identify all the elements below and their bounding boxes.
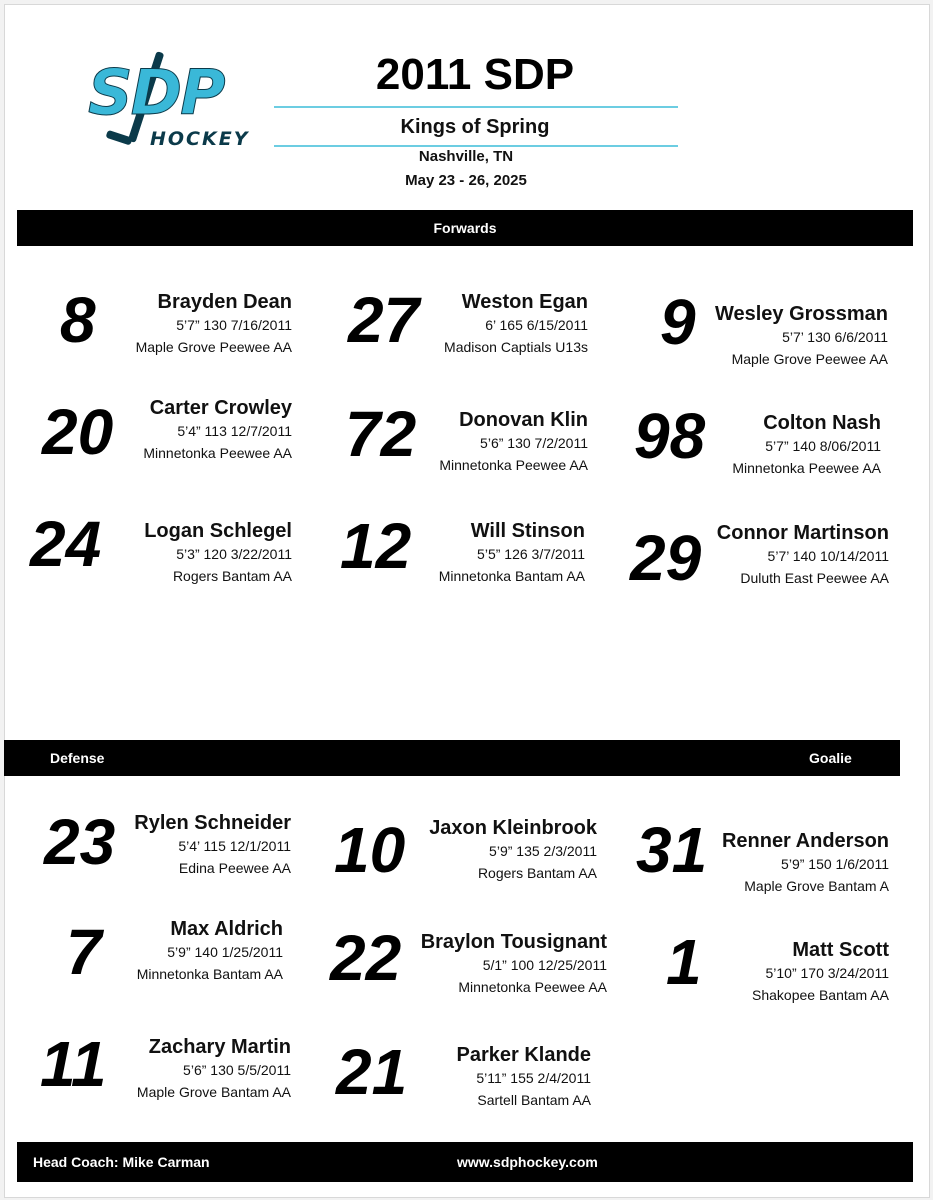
player-team: Minnetonka Peewee AA <box>143 445 292 461</box>
player-team: Rogers Bantam AA <box>477 865 597 881</box>
player-card <box>144 519 292 587</box>
player-number: 7 <box>66 916 102 988</box>
player-team: Duluth East Peewee AA <box>740 570 889 586</box>
player-number: 72 <box>345 398 417 470</box>
defense-label: Defense <box>50 750 105 766</box>
event-location: Nashville, TN <box>418 148 514 165</box>
player-name: Wesley Grossman <box>714 303 888 325</box>
player-card <box>429 816 597 884</box>
event-name: Kings of Spring <box>400 116 550 138</box>
player-team: Rogers Bantam AA <box>172 568 292 584</box>
player-card <box>439 519 585 587</box>
player-details: 6’ 165 6/15/2011 <box>485 317 588 333</box>
player-details: 5’7” 140 8/06/2011 <box>765 438 881 454</box>
player-number: 20 <box>42 396 114 468</box>
player-team: Shakopee Bantam AA <box>752 987 889 1003</box>
player-card <box>715 302 888 370</box>
player-details: 5’7’ 140 10/14/2011 <box>767 548 889 564</box>
player-details: 5’10” 170 3/24/2011 <box>765 965 889 981</box>
player-team: Maple Grove Bantam AA <box>136 1084 291 1100</box>
player-team: Sartell Bantam AA <box>477 1092 591 1108</box>
player-name: Max Aldrich <box>170 918 283 940</box>
player-number: 12 <box>340 510 412 582</box>
player-team: Minnetonka Peewee AA <box>439 457 588 473</box>
page-title: 2011 SDP <box>375 50 575 99</box>
player-details: 5’4” 113 12/7/2011 <box>177 423 292 439</box>
event-dates: May 23 - 26, 2025 <box>405 172 527 189</box>
player-number: 31 <box>636 814 708 886</box>
player-name: Donovan Klin <box>459 409 588 431</box>
logo-hockey-text: HOCKEY <box>150 128 250 150</box>
player-number: 11 <box>40 1028 107 1100</box>
footer-bar <box>17 1142 913 1182</box>
player-team: Madison Captials U13s <box>444 339 588 355</box>
player-number: 9 <box>660 286 696 358</box>
player-number: 8 <box>60 284 96 356</box>
player-team: Edina Peewee AA <box>178 860 291 876</box>
player-details: 5’7’ 130 6/6/2011 <box>782 329 888 345</box>
player-number: 98 <box>634 400 706 472</box>
subtitle-divider <box>274 145 678 147</box>
player-details: 5’6” 130 7/2/2011 <box>480 435 588 451</box>
player-name: Jaxon Kleinbrook <box>429 817 597 839</box>
head-coach: Head Coach: Mike Carman <box>33 1154 210 1170</box>
player-name: Brayden Dean <box>157 291 292 313</box>
player-number: 1 <box>666 926 702 998</box>
player-name: Logan Schlegel <box>144 520 292 542</box>
player-number: 10 <box>334 814 406 886</box>
player-name: Will Stinson <box>470 520 585 542</box>
player-card <box>444 290 588 358</box>
player-name: Rylen Schneider <box>134 812 291 834</box>
player-number: 24 <box>30 508 102 580</box>
player-team: Maple Grove Peewee AA <box>135 339 292 355</box>
player-team: Minnetonka Peewee AA <box>458 979 607 995</box>
player-number: 29 <box>630 522 702 594</box>
player-team: Maple Grove Bantam A <box>744 878 889 894</box>
player-card <box>732 411 881 479</box>
player-number: 22 <box>330 922 402 994</box>
logo-sdp-text: SDP <box>88 56 224 129</box>
title-divider <box>274 106 678 108</box>
player-name: Matt Scott <box>792 939 889 961</box>
player-name: Colton Nash <box>763 412 881 434</box>
player-team: Minnetonka Bantam AA <box>438 568 585 584</box>
player-details: 5/1” 100 12/25/2011 <box>482 957 607 973</box>
player-card <box>143 396 292 464</box>
player-details: 5’6” 130 5/5/2011 <box>183 1062 291 1078</box>
player-details: 5’4’ 115 12/1/2011 <box>178 838 291 854</box>
goalie-label: Goalie <box>809 750 852 766</box>
player-card <box>137 917 283 985</box>
player-card <box>136 290 292 358</box>
player-name: Zachary Martin <box>148 1036 291 1058</box>
player-card <box>752 938 889 1006</box>
player-team: Minnetonka Peewee AA <box>732 460 881 476</box>
player-card <box>134 811 291 879</box>
defense-goalie-section-header <box>4 740 900 776</box>
player-card <box>137 1035 291 1103</box>
player-details: 5’9” 140 1/25/2011 <box>167 944 283 960</box>
player-team: Maple Grove Peewee AA <box>731 351 888 367</box>
forwards-section-header: Forwards <box>17 210 913 246</box>
website-link[interactable]: www.sdphockey.com <box>457 1154 598 1170</box>
player-details: 5’3” 120 3/22/2011 <box>176 546 292 562</box>
player-name: Carter Crowley <box>149 397 292 419</box>
player-details: 5’9” 150 1/6/2011 <box>781 856 889 872</box>
player-card <box>717 521 889 589</box>
player-details: 5’11” 155 2/4/2011 <box>476 1070 591 1086</box>
sdp-hockey-logo <box>84 50 274 160</box>
player-number: 21 <box>336 1036 408 1108</box>
player-card <box>421 930 607 998</box>
player-card <box>456 1043 591 1111</box>
player-name: Parker Klande <box>456 1044 591 1066</box>
player-name: Braylon Tousignant <box>420 931 607 953</box>
player-number: 23 <box>44 806 116 878</box>
player-name: Weston Egan <box>461 291 588 313</box>
player-details: 5’5” 126 3/7/2011 <box>477 546 585 562</box>
player-name: Renner Anderson <box>721 830 889 852</box>
player-name: Connor Martinson <box>716 522 889 544</box>
player-card <box>439 408 588 476</box>
player-card <box>722 829 889 897</box>
player-details: 5’9” 135 2/3/2011 <box>489 843 597 859</box>
player-number: 27 <box>348 284 420 356</box>
player-details: 5’7” 130 7/16/2011 <box>176 317 292 333</box>
player-team: Minnetonka Bantam AA <box>136 966 283 982</box>
